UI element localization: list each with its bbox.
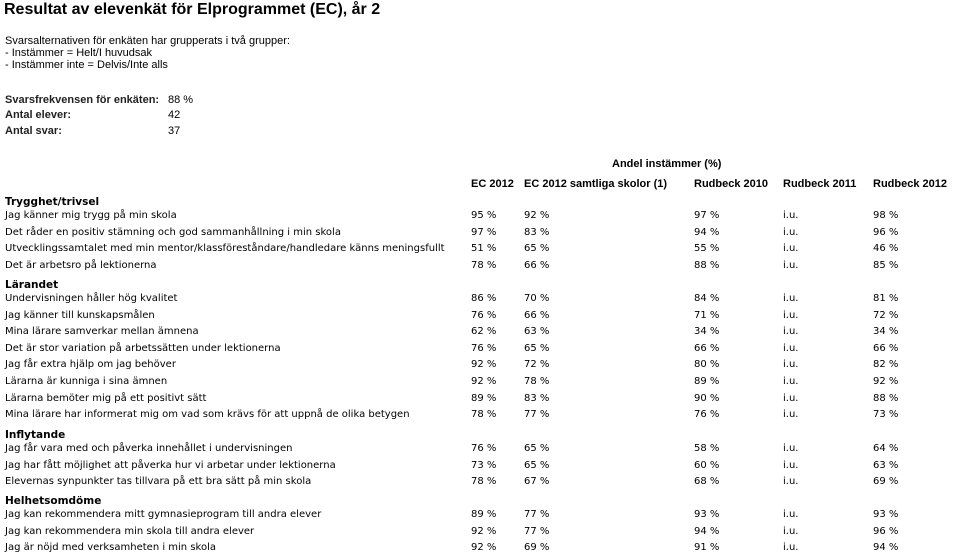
cell-value: 92 % bbox=[873, 376, 899, 387]
table-row bbox=[0, 227, 960, 243]
table-row bbox=[0, 326, 960, 342]
question-text: Undervisningen håller hög kvalitet bbox=[5, 293, 178, 304]
cell-value: i.u. bbox=[783, 443, 799, 454]
cell-value: 96 % bbox=[873, 525, 899, 537]
question-text: Det är arbetsro på lektionerna bbox=[5, 259, 157, 271]
cell-value: 93 % bbox=[694, 509, 720, 520]
column-header-ec-2012-all-schools: EC 2012 samtliga skolor (1) bbox=[524, 178, 668, 190]
cell-value: 78 % bbox=[524, 376, 550, 387]
cell-value: i.u. bbox=[783, 509, 799, 520]
cell-value: 77 % bbox=[524, 525, 550, 537]
cell-value: 92 % bbox=[471, 376, 497, 387]
cell-value: 63 % bbox=[524, 326, 550, 338]
cell-value: 98 % bbox=[873, 210, 899, 221]
cell-value: 51 % bbox=[471, 243, 497, 255]
table-row bbox=[0, 260, 960, 276]
question-text: Det råder en positiv stämning och god sammanhållning i min skola bbox=[5, 226, 341, 238]
cell-value: i.u. bbox=[783, 476, 799, 488]
cell-value: 89 % bbox=[694, 376, 720, 387]
cell-value: 67 % bbox=[524, 476, 550, 488]
cell-value: 94 % bbox=[694, 226, 720, 238]
cell-value: 76 % bbox=[471, 443, 497, 454]
cell-value: i.u. bbox=[783, 210, 799, 221]
cell-value: 76 % bbox=[694, 409, 720, 421]
cell-value: 63 % bbox=[873, 459, 899, 471]
question-text: Jag kan rekommendera min skola till andra elever bbox=[5, 525, 255, 537]
cell-value: i.u. bbox=[783, 542, 799, 554]
section-title: Lärandet bbox=[5, 279, 59, 291]
cell-value: 80 % bbox=[694, 359, 720, 371]
cell-value: 93 % bbox=[873, 509, 899, 520]
cell-value: 88 % bbox=[694, 259, 720, 271]
table-row bbox=[0, 310, 960, 326]
column-header-rudbeck-2011: Rudbeck 2011 bbox=[783, 178, 857, 190]
cell-value: i.u. bbox=[783, 359, 799, 371]
cell-value: 66 % bbox=[524, 309, 550, 321]
cell-value: 65 % bbox=[524, 342, 550, 354]
cell-value: 69 % bbox=[873, 476, 899, 488]
cell-value: 95 % bbox=[471, 210, 497, 221]
cell-value: 92 % bbox=[471, 542, 497, 554]
table-row bbox=[0, 376, 960, 392]
table-row bbox=[0, 409, 960, 425]
cell-value: 94 % bbox=[694, 525, 720, 537]
cell-value: 66 % bbox=[524, 259, 550, 271]
intro-line-2: - Instämmer = Helt/I huvudsak bbox=[5, 47, 153, 59]
cell-value: 92 % bbox=[471, 525, 497, 537]
cell-value: 60 % bbox=[694, 459, 720, 471]
cell-value: i.u. bbox=[783, 392, 799, 404]
question-text: Utvecklingssamtalet med min mentor/klassföreståndare/handledare känns meningsfullt bbox=[5, 243, 445, 255]
cell-value: 69 % bbox=[524, 542, 550, 554]
table-row bbox=[0, 393, 960, 409]
cell-value: 58 % bbox=[694, 443, 720, 454]
question-text: Lärarna bemöter mig på ett positivt sätt bbox=[5, 392, 207, 404]
students-value: 42 bbox=[168, 109, 181, 121]
cell-value: 92 % bbox=[471, 359, 497, 371]
table-group-header: Andel instämmer (%) bbox=[612, 158, 722, 170]
intro-line-1: Svarsalternativen för enkäten har grupperats i två grupper: bbox=[5, 35, 290, 47]
cell-value: 70 % bbox=[524, 293, 550, 304]
cell-value: 88 % bbox=[873, 392, 899, 404]
cell-value: 78 % bbox=[471, 259, 497, 271]
cell-value: 64 % bbox=[873, 443, 899, 454]
cell-value: 89 % bbox=[471, 509, 497, 520]
cell-value: 83 % bbox=[524, 392, 550, 404]
section-title: Trygghet/trivsel bbox=[5, 196, 100, 208]
table-row bbox=[0, 243, 960, 259]
cell-value: 81 % bbox=[873, 293, 899, 304]
cell-value: 90 % bbox=[694, 392, 720, 404]
cell-value: i.u. bbox=[783, 243, 799, 255]
question-text: Jag får vara med och påverka innehållet i undervisningen bbox=[5, 443, 293, 454]
cell-value: 78 % bbox=[471, 476, 497, 488]
question-text: Jag får extra hjälp om jag behöver bbox=[5, 359, 176, 371]
intro-line-3: - Instämmer inte = Delvis/Inte alls bbox=[5, 59, 168, 71]
section-title: Inflytande bbox=[5, 429, 66, 441]
cell-value: 76 % bbox=[471, 342, 497, 354]
cell-value: 76 % bbox=[471, 309, 497, 321]
question-text: Jag känner mig trygg på min skola bbox=[5, 210, 177, 221]
column-header-rudbeck-2010: Rudbeck 2010 bbox=[694, 178, 768, 190]
table-row bbox=[0, 526, 960, 542]
column-header-ec-2012: EC 2012 bbox=[471, 178, 514, 190]
cell-value: i.u. bbox=[783, 459, 799, 471]
table-row bbox=[0, 476, 960, 492]
question-text: Lärarna är kunniga i sina ämnen bbox=[5, 376, 168, 387]
cell-value: 83 % bbox=[524, 226, 550, 238]
cell-value: 89 % bbox=[471, 392, 497, 404]
response-rate-label: Svarsfrekvensen för enkäten: bbox=[5, 94, 160, 106]
cell-value: i.u. bbox=[783, 293, 799, 304]
cell-value: i.u. bbox=[783, 409, 799, 421]
cell-value: 77 % bbox=[524, 509, 550, 520]
cell-value: 73 % bbox=[471, 459, 497, 471]
column-header-rudbeck-2012: Rudbeck 2012 bbox=[873, 178, 947, 190]
cell-value: 85 % bbox=[873, 259, 899, 271]
question-text: Jag känner till kunskapsmålen bbox=[5, 309, 155, 321]
cell-value: 62 % bbox=[471, 326, 497, 338]
cell-value: 96 % bbox=[873, 226, 899, 238]
cell-value: 73 % bbox=[873, 409, 899, 421]
table-row bbox=[0, 343, 960, 359]
question-text: Jag kan rekommendera mitt gymnasieprogram till andra elever bbox=[5, 509, 322, 520]
section-title: Helhetsomdöme bbox=[5, 495, 102, 507]
response-rate-value: 88 % bbox=[168, 94, 194, 106]
cell-value: 34 % bbox=[873, 326, 899, 338]
table-row bbox=[0, 359, 960, 375]
cell-value: i.u. bbox=[783, 326, 799, 338]
cell-value: 34 % bbox=[694, 326, 720, 338]
cell-value: 78 % bbox=[471, 409, 497, 421]
cell-value: i.u. bbox=[783, 309, 799, 321]
cell-value: 71 % bbox=[694, 309, 720, 321]
cell-value: 72 % bbox=[524, 359, 550, 371]
cell-value: 65 % bbox=[524, 243, 550, 255]
cell-value: 86 % bbox=[471, 293, 497, 304]
cell-value: i.u. bbox=[783, 226, 799, 238]
cell-value: 77 % bbox=[524, 409, 550, 421]
cell-value: 66 % bbox=[694, 342, 720, 354]
cell-value: i.u. bbox=[783, 259, 799, 271]
question-text: Jag är nöjd med verksamheten i min skola bbox=[5, 542, 216, 554]
question-text: Elevernas synpunkter tas tillvara på ett bra sätt på min skola bbox=[5, 476, 312, 488]
table-row bbox=[0, 443, 960, 459]
page-title: Resultat av elevenkät för Elprogrammet (EC), år 2 bbox=[4, 1, 381, 18]
answers-value: 37 bbox=[168, 125, 181, 137]
cell-value: 84 % bbox=[694, 293, 720, 304]
question-text: Mina lärare samverkar mellan ämnena bbox=[5, 326, 199, 338]
table-row bbox=[0, 509, 960, 525]
question-text: Mina lärare har informerat mig om vad som krävs för att uppnå de olika betygen bbox=[5, 409, 410, 421]
cell-value: 97 % bbox=[694, 210, 720, 221]
cell-value: i.u. bbox=[783, 376, 799, 387]
cell-value: i.u. bbox=[783, 342, 799, 354]
table-row bbox=[0, 293, 960, 309]
answers-label: Antal svar: bbox=[5, 125, 62, 137]
question-text: Jag har fått möjlighet att påverka hur vi arbetar under lektionerna bbox=[5, 459, 336, 471]
question-text: Det är stor variation på arbetssätten under lektionerna bbox=[5, 342, 281, 354]
cell-value: 97 % bbox=[471, 226, 497, 238]
table-row bbox=[0, 460, 960, 476]
cell-value: 94 % bbox=[873, 542, 899, 554]
cell-value: 65 % bbox=[524, 443, 550, 454]
cell-value: 55 % bbox=[694, 243, 720, 255]
cell-value: 66 % bbox=[873, 342, 899, 354]
table-row bbox=[0, 210, 960, 226]
cell-value: 92 % bbox=[524, 210, 550, 221]
cell-value: 82 % bbox=[873, 359, 899, 371]
cell-value: 65 % bbox=[524, 459, 550, 471]
cell-value: 68 % bbox=[694, 476, 720, 488]
students-label: Antal elever: bbox=[5, 109, 72, 121]
cell-value: i.u. bbox=[783, 525, 799, 537]
cell-value: 46 % bbox=[873, 243, 899, 255]
cell-value: 72 % bbox=[873, 309, 899, 321]
cell-value: 91 % bbox=[694, 542, 720, 554]
